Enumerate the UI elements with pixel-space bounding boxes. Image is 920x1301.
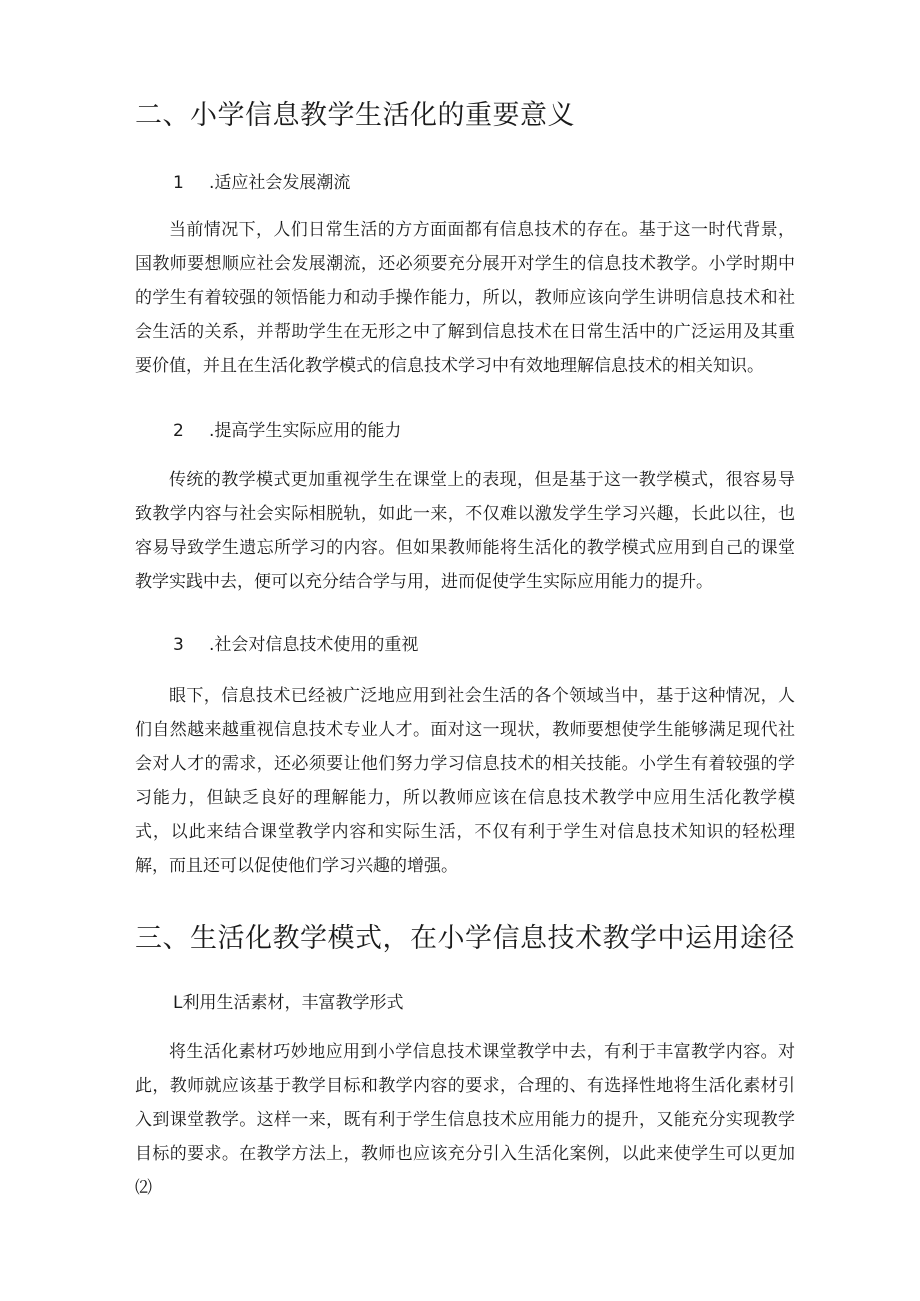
subsection-title: .适应社会发展潮流 [209,173,351,193]
subsection-number: 2 [173,421,184,441]
subsection-3-1-heading: L利用生活素材，丰富教学形式 [173,993,404,1013]
section-3-heading: 三、生活化教学模式，在小学信息技术教学中运用途径 [135,923,795,954]
paragraph-2-3: 眼下，信息技术已经被广泛地应用到社会生活的各个领域当中，基于这种情况，人们自然越来越重视信息技术专业人才。面对这一现状，教师要想使学生能够满足现代社会对人才的需求，还必须要让他们努力学习信息技术的相关技能。小学生有着较强的学习能力，但缺乏良好的理解能力，所以教师应该在信息技术教学中应用生活化教学模式，以此来结合课堂教学内容和实际生活，不仅有利于学生对信息技术知识的轻松理解，而且还可以促使他们学习兴趣的增强。 [135,686,795,876]
subsection-2-1-heading [173,171,833,195]
subsection-title: .提高学生实际应用的能力 [209,421,402,441]
paragraph-3-1: 将生活化素材巧妙地应用到小学信息技术课堂教学中去，有利于丰富教学内容。对此，教师就应该基于教学目标和教学内容的要求，合理的、有选择性地将生活化素材引入到课堂教学。这样一来，既有利于学生信息技术应用能力的提升，又能充分实现教学目标的要求。在教学方法上，教师也应该充分引入生活化案例，以此来使学生可以更加⑵ [135,1042,795,1198]
paragraph-2-1: 当前情况下，人们日常生活的方方面面都有信息技术的存在。基于这一时代背景，国教师要想顺应社会发展潮流，还必须要充分展开对学生的信息技术教学。小学时期中的学生有着较强的领悟能力和动手操作能力，所以，教师应该向学生讲明信息技术和社会生活的关系，并帮助学生在无形之中了解到信息技术在日常生活中的广泛运用及其重要价值，并且在生活化教学模式的信息技术学习中有效地理解信息技术的相关知识。 [135,220,795,376]
subsection-number: 3 [173,635,184,655]
subsection-number: 1 [173,173,184,193]
subsection-2-3-heading [173,633,833,657]
section-2-heading: 二、小学信息教学生活化的重要意义 [135,100,575,131]
paragraph-2-2: 传统的教学模式更加重视学生在课堂上的表现，但是基于这一教学模式，很容易导致教学内容与社会实际相脱轨，如此一来，不仅难以激发学生学习兴趣，长此以往，也容易导致学生遗忘所学习的内容。但如果教师能将生活化的教学模式应用到自己的课堂教学实践中去，便可以充分结合学与用，进而促使学生实际应用能力的提升。 [135,470,795,592]
subsection-2-2-heading [173,419,833,443]
subsection-title: .社会对信息技术使用的重视 [209,635,419,655]
